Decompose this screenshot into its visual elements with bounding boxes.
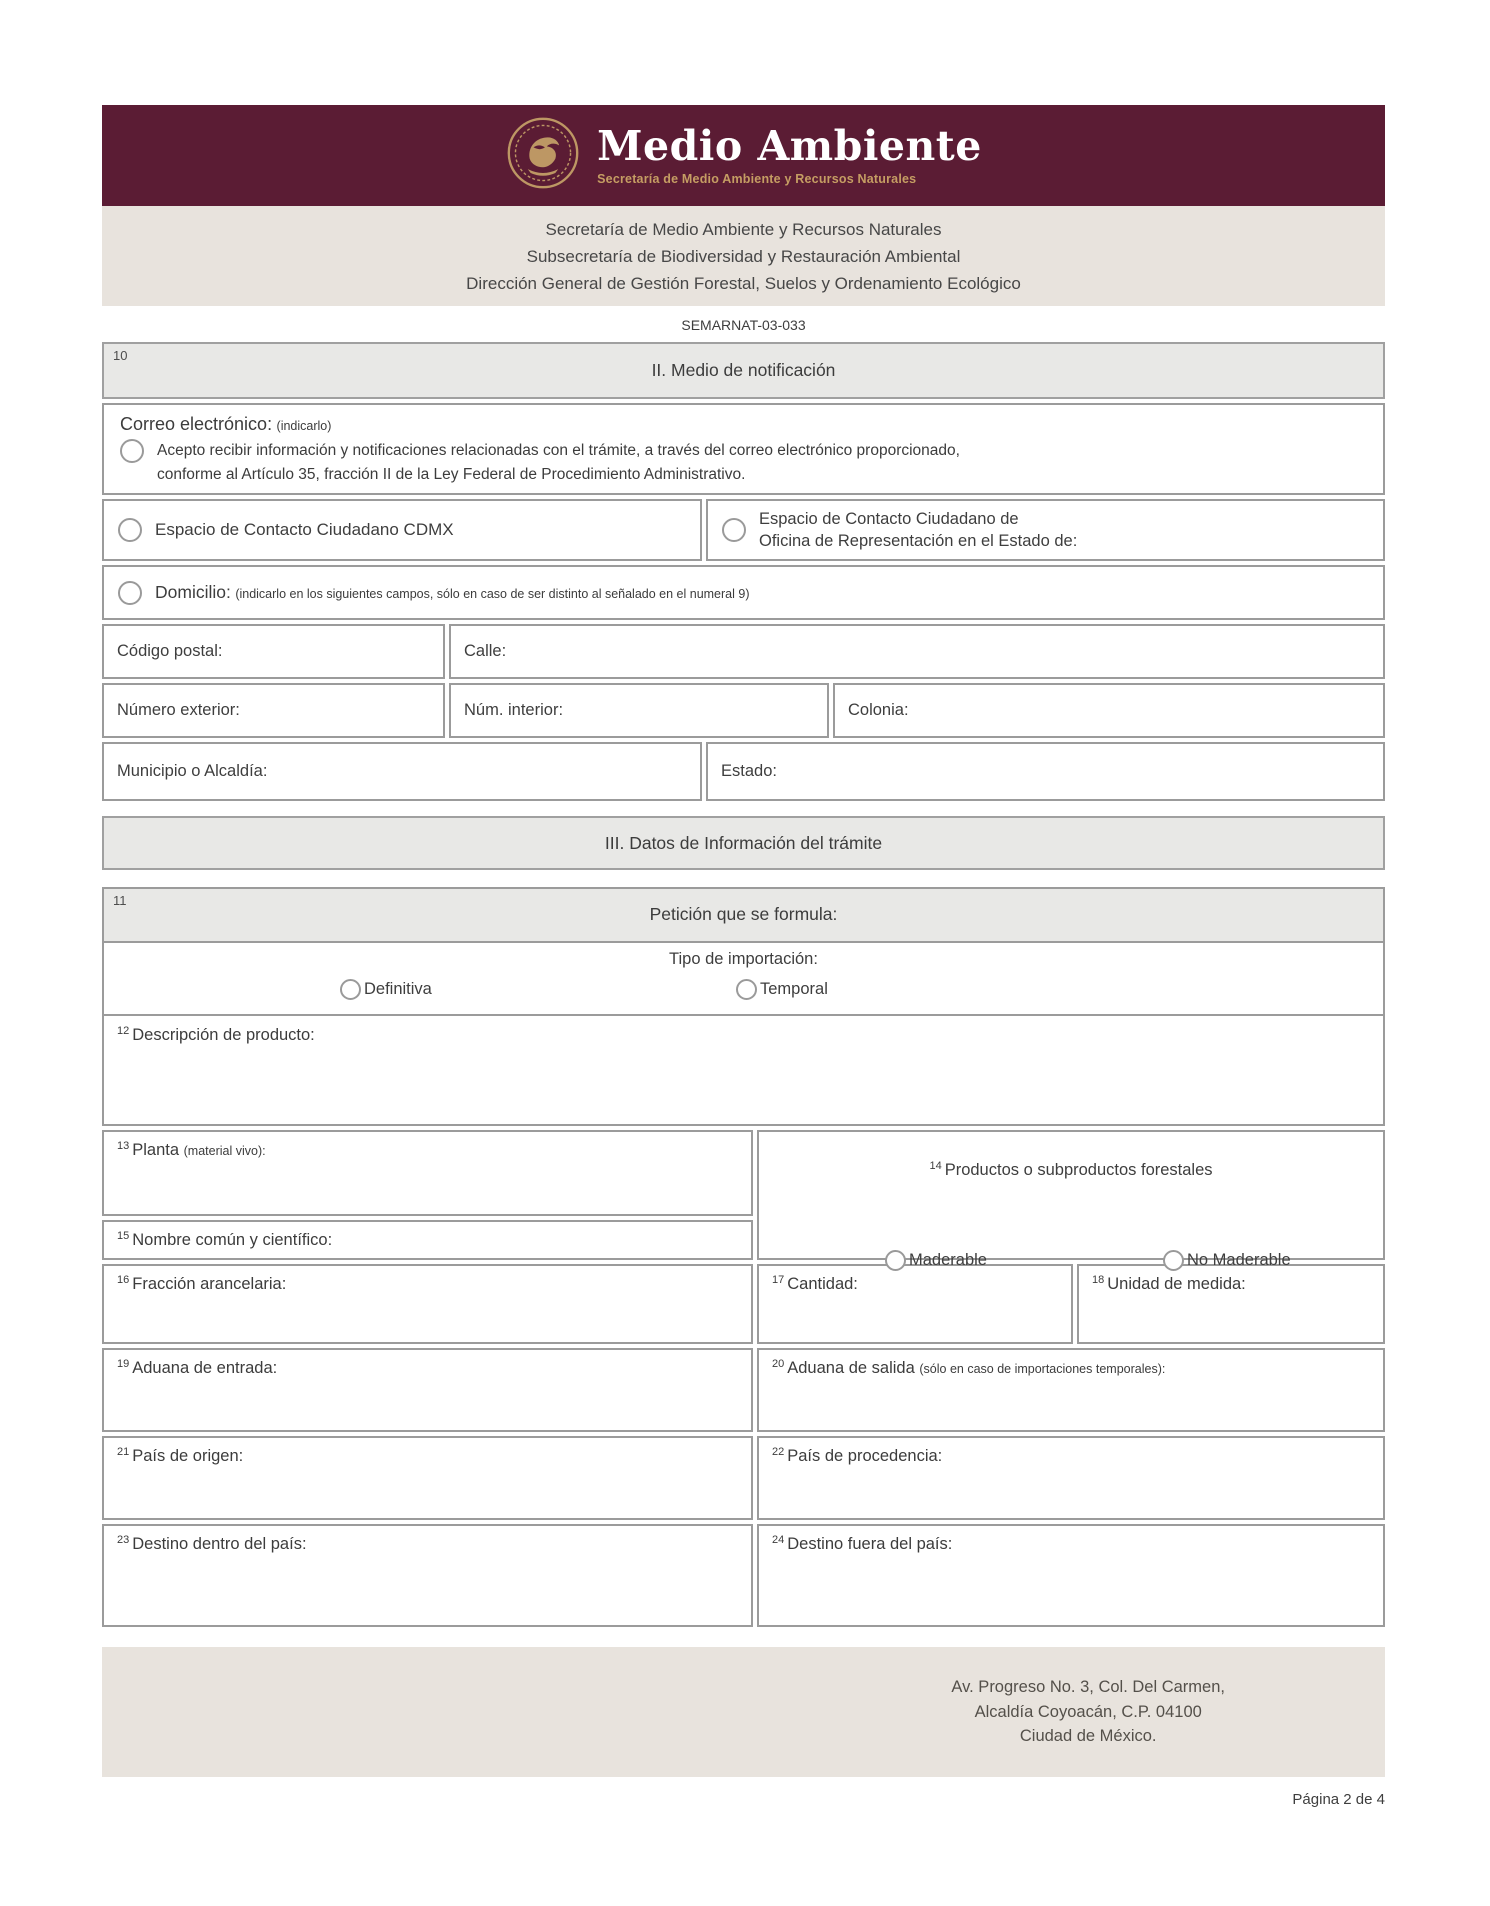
- footer-banner: [102, 1647, 1385, 1777]
- section-ii-title: II. Medio de notificación: [651, 360, 836, 380]
- estado-label: Estado:: [721, 762, 777, 780]
- contact-space-row: [102, 499, 1385, 561]
- national-seal-icon: [505, 115, 581, 196]
- unit-of-measure-field[interactable]: [1077, 1264, 1385, 1344]
- field-number: 16: [117, 1274, 130, 1286]
- email-notification-box: [102, 403, 1385, 495]
- exit-customs-field[interactable]: [757, 1348, 1385, 1432]
- org-line-2: Subsecretaría de Biodiversidad y Restauración Ambiental: [526, 246, 961, 266]
- field-number: 20: [772, 1358, 785, 1370]
- common-scientific-name-field[interactable]: [102, 1220, 753, 1260]
- interior-number-label: Núm. interior:: [464, 701, 564, 719]
- exit-customs-label: Aduana de salida: [787, 1359, 915, 1377]
- plant-forest-row: [102, 1130, 1385, 1269]
- product-description-label: Descripción de producto:: [132, 1026, 315, 1044]
- no-maderable-radio[interactable]: [1163, 1250, 1184, 1271]
- domicilio-row: [102, 565, 1385, 620]
- quantity-label: Cantidad:: [787, 1275, 858, 1293]
- domestic-destination-label: Destino dentro del país:: [132, 1535, 307, 1553]
- tariff-fraction-field[interactable]: [102, 1264, 753, 1344]
- exterior-number-field[interactable]: [102, 683, 445, 738]
- definitiva-radio[interactable]: [340, 979, 361, 1000]
- no-maderable-label: No Maderable: [1187, 1251, 1291, 1269]
- colonia-field[interactable]: [833, 683, 1385, 738]
- domicilio-radio[interactable]: [118, 581, 142, 605]
- brand-banner: [102, 105, 1385, 206]
- entry-customs-field[interactable]: [102, 1348, 753, 1432]
- forest-products-field: [757, 1130, 1385, 1269]
- postal-code-field[interactable]: [102, 624, 445, 679]
- footer-address-line-1: Av. Progreso No. 3, Col. Del Carmen,: [951, 1678, 1225, 1697]
- section-iii-header: [102, 816, 1385, 870]
- section-ii-header: [102, 342, 1385, 399]
- definitiva-label: Definitiva: [364, 980, 432, 998]
- exit-customs-hint: (sólo en caso de importaciones temporales):: [919, 1362, 1166, 1376]
- maderable-option[interactable]: [885, 1250, 987, 1271]
- domestic-destination-field[interactable]: [102, 1524, 753, 1627]
- field-number: 18: [1092, 1274, 1105, 1286]
- section-ii-number: 10: [113, 348, 128, 363]
- planta-hint: (material vivo):: [183, 1144, 266, 1158]
- tariff-row: [102, 1264, 1385, 1344]
- maderable-label: Maderable: [909, 1251, 987, 1269]
- quantity-field[interactable]: [757, 1264, 1073, 1344]
- temporal-radio[interactable]: [736, 979, 757, 1000]
- estado-field[interactable]: [706, 742, 1385, 801]
- forest-products-label: Productos o subproductos forestales: [944, 1161, 1213, 1179]
- destination-row: [102, 1524, 1385, 1627]
- provenance-country-field[interactable]: [757, 1436, 1385, 1520]
- petition-number: 11: [113, 893, 127, 908]
- foreign-destination-label: Destino fuera del país:: [787, 1535, 953, 1553]
- org-header: [102, 206, 1385, 306]
- interior-number-field[interactable]: [449, 683, 829, 738]
- footer-address: [951, 1675, 1225, 1749]
- postal-code-label: Código postal:: [117, 642, 223, 660]
- common-scientific-name-label: Nombre común y científico:: [132, 1231, 333, 1249]
- tariff-fraction-label: Fracción arancelaria:: [132, 1275, 287, 1293]
- address-row-2: [102, 683, 1385, 738]
- field-number: 14: [929, 1160, 942, 1172]
- contact-state-radio[interactable]: [722, 518, 746, 542]
- field-number: 15: [117, 1230, 130, 1242]
- temporal-label: Temporal: [760, 980, 828, 998]
- temporal-option[interactable]: [736, 979, 828, 1000]
- contact-cdmx-radio[interactable]: [118, 518, 142, 542]
- field-number: 23: [117, 1534, 130, 1546]
- field-number: 17: [772, 1274, 785, 1286]
- municipio-field[interactable]: [102, 742, 702, 801]
- municipio-label: Municipio o Alcaldía:: [117, 762, 268, 780]
- unit-of-measure-label: Unidad de medida:: [1107, 1275, 1246, 1293]
- street-label: Calle:: [464, 642, 507, 660]
- contact-cdmx-label: Espacio de Contacto Ciudadano CDMX: [155, 520, 454, 539]
- contact-cdmx-cell: [102, 499, 702, 561]
- colonia-label: Colonia:: [848, 701, 909, 719]
- customs-row: [102, 1348, 1385, 1432]
- email-consent-text: Acepto recibir información y notificaciones relacionadas con el trámite, a través del correo electrónico proporcionado, conforme al Artículo 35, fracción II de la Ley Federal de Procedimiento Administrativo.: [157, 442, 960, 483]
- country-row: [102, 1436, 1385, 1520]
- address-row-3: [102, 742, 1385, 801]
- planta-label: Planta: [132, 1141, 180, 1159]
- field-number: 22: [772, 1446, 785, 1458]
- street-field[interactable]: [449, 624, 1385, 679]
- exterior-number-label: Número exterior:: [117, 701, 240, 719]
- entry-customs-label: Aduana de entrada:: [132, 1359, 278, 1377]
- import-type-label: Tipo de importación:: [669, 950, 818, 968]
- footer-address-line-3: Ciudad de México.: [1019, 1727, 1157, 1746]
- petition-box: [102, 887, 1385, 1126]
- email-consent-radio[interactable]: [120, 439, 144, 463]
- origin-country-label: País de origen:: [132, 1447, 244, 1465]
- section-iii-title: III. Datos de Información del trámite: [604, 833, 883, 853]
- domicilio-hint: (indicarlo en los siguientes campos, sólo en caso de ser distinto al señalado en el numeral 9): [235, 587, 750, 601]
- planta-field[interactable]: [102, 1130, 753, 1216]
- petition-header: [104, 889, 1383, 943]
- petition-title: Petición que se formula:: [649, 904, 838, 924]
- contact-state-label: Espacio de Contacto Ciudadano de Oficina de Representación en el Estado de:: [759, 510, 1078, 550]
- import-type-area: [104, 943, 1383, 1016]
- org-line-1: Secretaría de Medio Ambiente y Recursos Naturales: [545, 219, 942, 239]
- address-row-1: [102, 624, 1385, 679]
- field-number: 24: [772, 1534, 785, 1546]
- form-code: SEMARNAT-03-033: [681, 317, 806, 333]
- domicilio-label: Domicilio:: [155, 582, 231, 602]
- email-hint: (indicarlo): [276, 419, 332, 433]
- no-maderable-option[interactable]: [1163, 1250, 1291, 1271]
- foreign-destination-field[interactable]: [757, 1524, 1385, 1627]
- definitiva-option[interactable]: [340, 979, 432, 1000]
- field-number: 13: [117, 1140, 130, 1152]
- footer-address-line-2: Alcaldía Coyoacán, C.P. 04100: [974, 1702, 1202, 1721]
- page-number: Página 2 de 4: [1292, 1791, 1385, 1808]
- provenance-country-label: País de procedencia:: [787, 1447, 943, 1465]
- form-page: [102, 0, 1385, 1808]
- contact-state-cell: [706, 499, 1385, 561]
- product-description-field[interactable]: [104, 1016, 1383, 1124]
- org-line-3: Dirección General de Gestión Forestal, Suelos y Ordenamiento Ecológico: [466, 273, 1021, 293]
- brand-title: Medio Ambiente: [597, 121, 982, 170]
- field-number: 12: [117, 1025, 130, 1037]
- field-number: 21: [117, 1446, 130, 1458]
- maderable-radio[interactable]: [885, 1250, 906, 1271]
- email-label: Correo electrónico:: [120, 414, 273, 434]
- origin-country-field[interactable]: [102, 1436, 753, 1520]
- brand-subtitle: Secretaría de Medio Ambiente y Recursos Naturales: [597, 172, 917, 187]
- field-number: 19: [117, 1358, 130, 1370]
